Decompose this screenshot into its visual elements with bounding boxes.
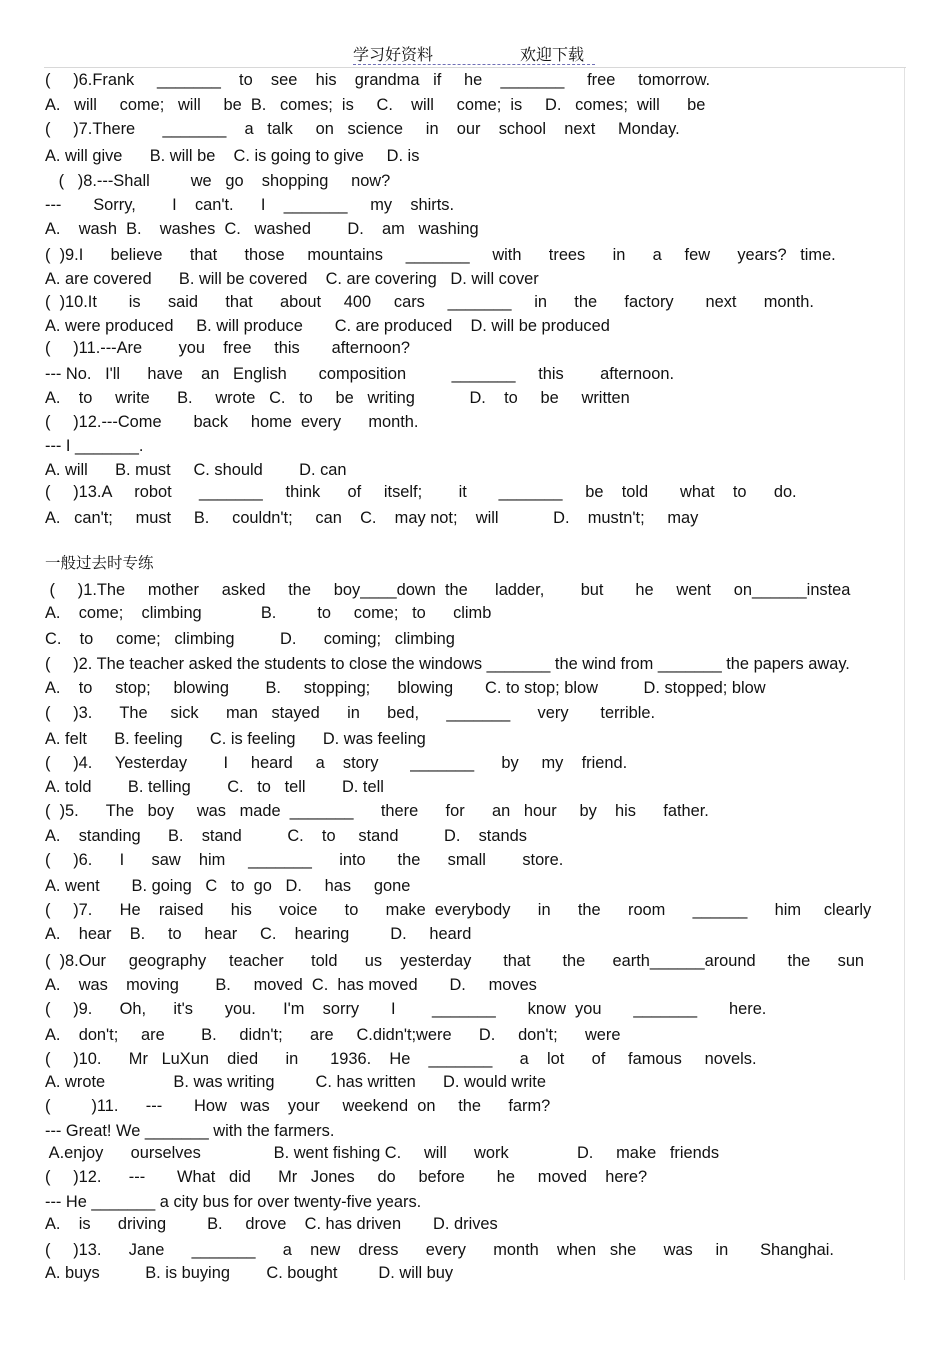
options-line: A.enjoy ourselves B. went fishing C. will work D. make friends	[45, 1144, 720, 1162]
options-line: A. went B. going C to go D. has gone	[45, 877, 411, 895]
options-line: A. told B. telling C. to tell D. tell	[45, 778, 384, 796]
question-line: ( )2. The teacher asked the students to close the windows _______ the wind from _______ the papers away.	[45, 655, 850, 673]
question-line: ( )12.---Come back home every month.	[45, 413, 419, 431]
question-line: ( )8.Our geography teacher told us yesterday that the earth______around the sun	[45, 952, 865, 970]
options-line: A. felt B. feeling C. is feeling D. was feeling	[45, 730, 426, 748]
question-line: ( )4. Yesterday I heard a story _______ by my friend.	[45, 754, 628, 772]
options-line: A. can't; must B. couldn't; can C. may not; will D. mustn't; may	[45, 509, 699, 527]
options-line: A. was moving B. moved C. has moved D. moves	[45, 976, 537, 994]
options-line: A. hear B. to hear C. hearing D. heard	[45, 925, 472, 943]
question-line: ( )7.There _______ a talk on science in our school next Monday.	[45, 120, 680, 138]
section-title: 一般过去时专练	[45, 554, 154, 572]
question-line: ( )10. Mr LuXun died in 1936. He _______ a lot of famous novels.	[45, 1050, 757, 1068]
question-line: --- He _______ a city bus for over twenty-five years.	[45, 1193, 422, 1211]
question-line: ( )12. --- What did Mr Jones do before he moved here?	[45, 1168, 648, 1186]
options-line: C. to come; climbing D. coming; climbing	[45, 630, 455, 648]
question-line: ( )7. He raised his voice to make everybody in the room ______ him clearly	[45, 901, 872, 919]
options-line: A. are covered B. will be covered C. are covering D. will cover	[45, 270, 539, 288]
question-line: ( )9. Oh, it's you. I'm sorry I _______ know you _______ here.	[45, 1000, 767, 1018]
options-line: A. to write B. wrote C. to be writing D. to be written	[45, 389, 630, 407]
question-line: --- No. I'll have an English composition _______ this afternoon.	[45, 365, 674, 383]
question-line: ( )13. Jane _______ a new dress every month when she was in Shanghai.	[45, 1241, 834, 1259]
header-dashed-underline	[353, 64, 595, 65]
question-line: ( )1.The mother asked the boy____down the ladder, but he went on______instea	[45, 581, 851, 599]
options-line: A. don't; are B. didn't; are C.didn't;were D. don't; were	[45, 1026, 621, 1044]
header-right-text: 欢迎下载	[520, 45, 585, 64]
question-line: ( )9.I believe that those mountains _______ with trees in a few years? time.	[45, 246, 836, 264]
options-line: A. buys B. is buying C. bought D. will buy	[45, 1264, 454, 1282]
question-line: ( )13.A robot _______ think of itself; it _______ be told what to do.	[45, 483, 797, 501]
question-line: ( )3. The sick man stayed in bed, _______ very terrible.	[45, 704, 656, 722]
header-left-text: 学习好资料	[353, 45, 434, 64]
question-line: --- Sorry, I can't. I _______ my shirts.	[45, 196, 455, 214]
header-divider	[44, 67, 906, 68]
options-line: A. were produced B. will produce C. are produced D. will be produced	[45, 317, 610, 335]
options-line: A. will come; will be B. comes; is C. will come; is D. comes; will be	[45, 96, 706, 114]
options-line: A. standing B. stand C. to stand D. stands	[45, 827, 527, 845]
question-line: ( )6. I saw him _______ into the small store.	[45, 851, 564, 869]
question-line: ( )8.---Shall we go shopping now?	[45, 172, 391, 190]
question-line: ( )10.It is said that about 400 cars _______ in the factory next month.	[45, 293, 814, 311]
options-line: A. wash B. washes C. washed D. am washing	[45, 220, 479, 238]
question-line: ( )5. The boy was made _______ there for an hour by his father.	[45, 802, 709, 820]
question-line: --- I _______.	[45, 437, 144, 455]
options-line: A. will give B. will be C. is going to give D. is	[45, 147, 420, 165]
question-line: ( )11. --- How was your weekend on the farm?	[45, 1097, 551, 1115]
options-line: A. wrote B. was writing C. has written D. would write	[45, 1073, 546, 1091]
options-line: A. is driving B. drove C. has driven D. drives	[45, 1215, 498, 1233]
question-line: ( )11.---Are you free this afternoon?	[45, 339, 410, 357]
options-line: A. will B. must C. should D. can	[45, 461, 347, 479]
options-line: A. to stop; blowing B. stopping; blowing C. to stop; blow D. stopped; blow	[45, 679, 766, 697]
options-line: A. come; climbing B. to come; to climb	[45, 604, 492, 622]
question-line: ( )6.Frank _______ to see his grandma if he _______ free tomorrow.	[45, 71, 711, 89]
question-line: --- Great! We _______ with the farmers.	[45, 1122, 335, 1140]
page-right-border	[904, 68, 905, 1280]
